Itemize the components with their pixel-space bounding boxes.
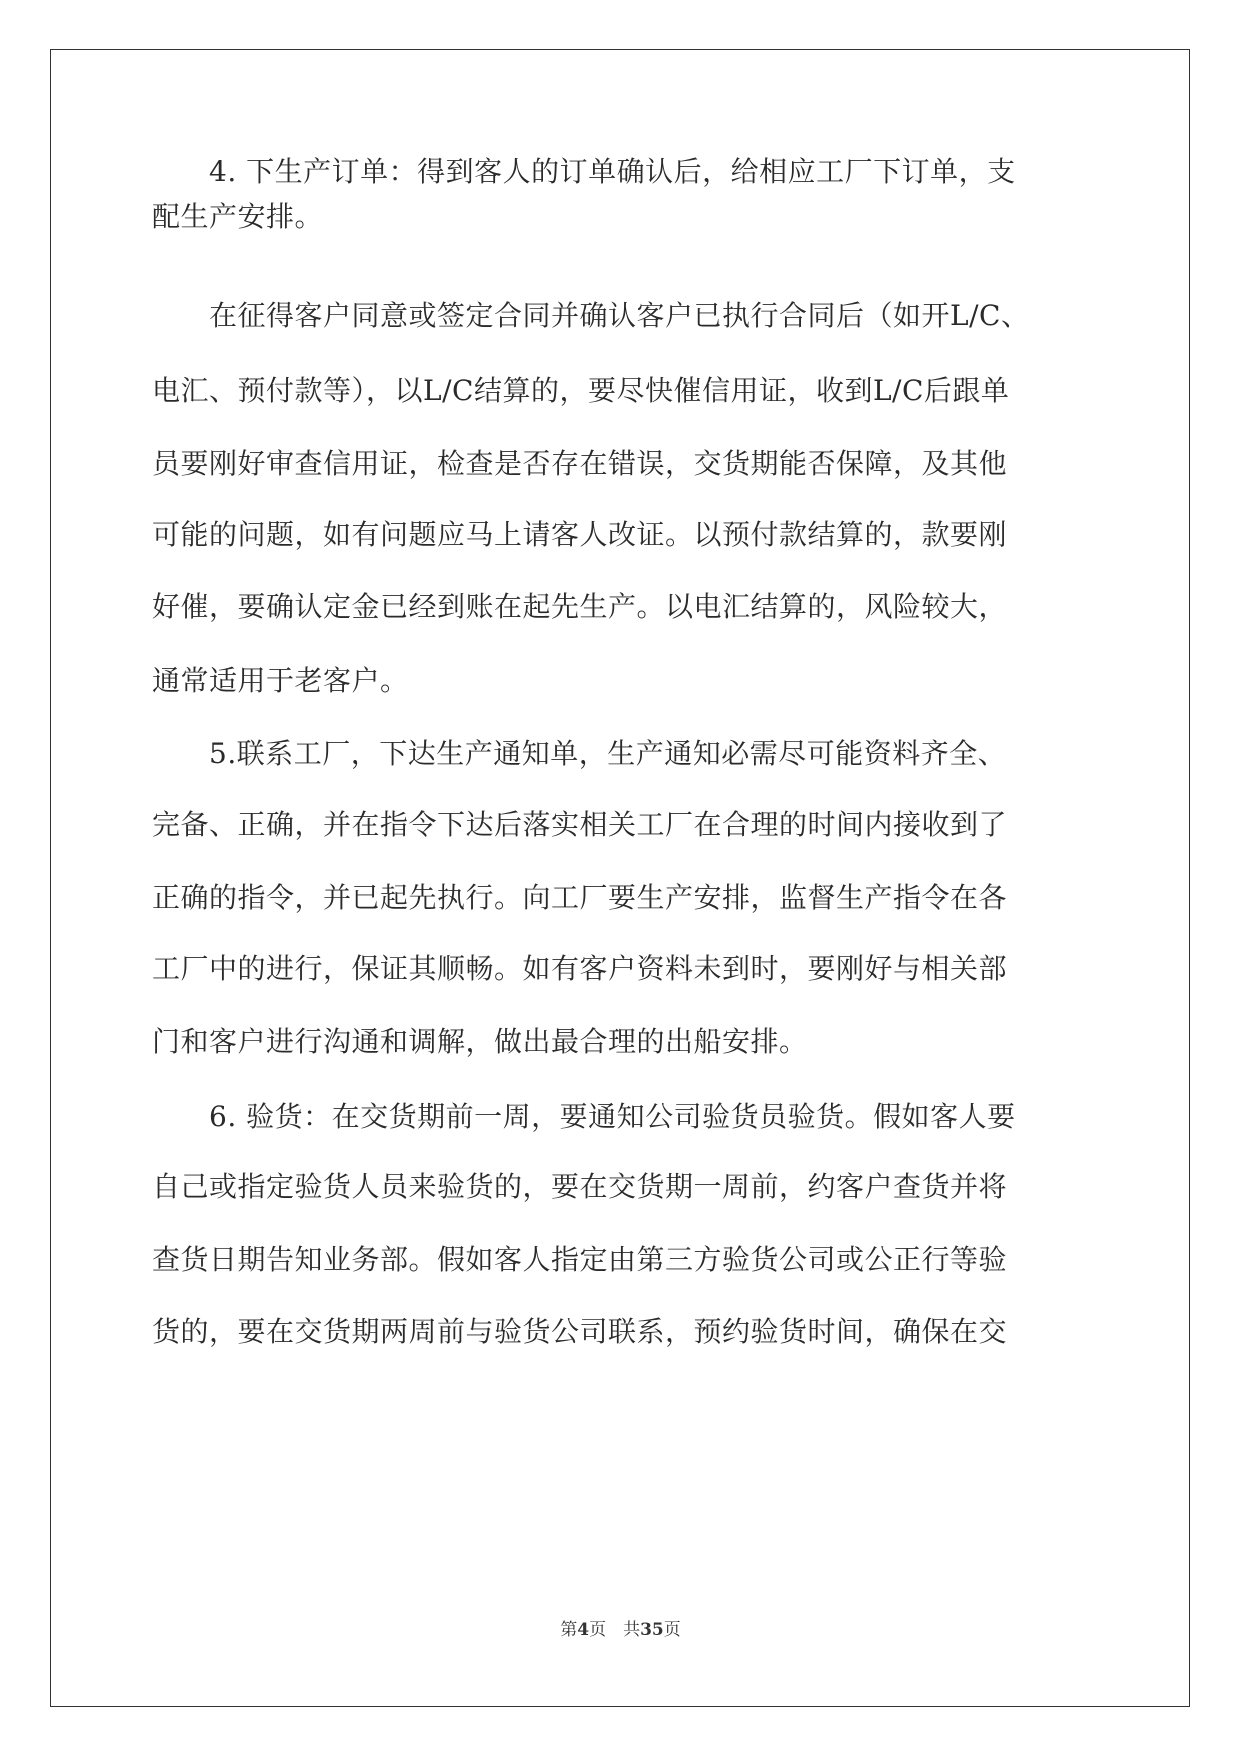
text-line: 正确的指令，并已起先执行。向工厂要生产安排，监督生产指令在各 xyxy=(152,881,1008,914)
text-line: 完备、正确，并在指令下达后落实相关工厂在合理的时间内接收到了 xyxy=(152,808,1008,841)
text-line: 配生产安排。 xyxy=(152,200,324,233)
text-line: 员要刚好审查信用证，检查是否存在错误，交货期能否保障，及其他 xyxy=(152,447,1008,480)
text-line: 6. 验货：在交货期前一周，要通知公司验货员验货。假如客人要 xyxy=(152,1100,1016,1133)
text-line: 好催，要确认定金已经到账在起先生产。以电汇结算的，风险较大， xyxy=(152,590,1008,623)
text-line: 电汇、预付款等），以L/C结算的，要尽快催信用证，收到L/C后跟单 xyxy=(152,374,1010,407)
text-line: 查货日期告知业务部。假如客人指定由第三方验货公司或公正行等验 xyxy=(152,1243,1008,1276)
text-line: 门和客户进行沟通和调解，做出最合理的出船安排。 xyxy=(152,1025,808,1058)
total-page-count: 35 xyxy=(640,1620,664,1640)
page-number-footer xyxy=(0,1615,1241,1640)
current-page-number: 4 xyxy=(577,1620,590,1640)
text-line: 在征得客户同意或签定合同并确认客户已执行合同后（如开L/C、 xyxy=(152,299,1030,332)
footer-prefix: 第 xyxy=(560,1620,578,1640)
text-line: 自己或指定验货人员来验货的，要在交货期一周前，约客户查货并将 xyxy=(152,1170,1008,1203)
text-line: 通常适用于老客户。 xyxy=(152,664,409,697)
text-line: 工厂中的进行，保证其顺畅。如有客户资料未到时，要刚好与相关部 xyxy=(152,952,1008,985)
text-line: 5.联系工厂，下达生产通知单，生产通知必需尽可能资料齐全、 xyxy=(152,737,1007,770)
footer-suffix: 页 xyxy=(663,1620,681,1640)
text-line: 货的，要在交货期两周前与验货公司联系，预约验货时间，确保在交 xyxy=(152,1315,1008,1348)
footer-middle: 页 共 xyxy=(589,1620,641,1640)
text-line: 4. 下生产订单：得到客人的订单确认后，给相应工厂下订单，支 xyxy=(152,155,1016,188)
text-line: 可能的问题，如有问题应马上请客人改证。以预付款结算的，款要刚 xyxy=(152,518,1008,551)
